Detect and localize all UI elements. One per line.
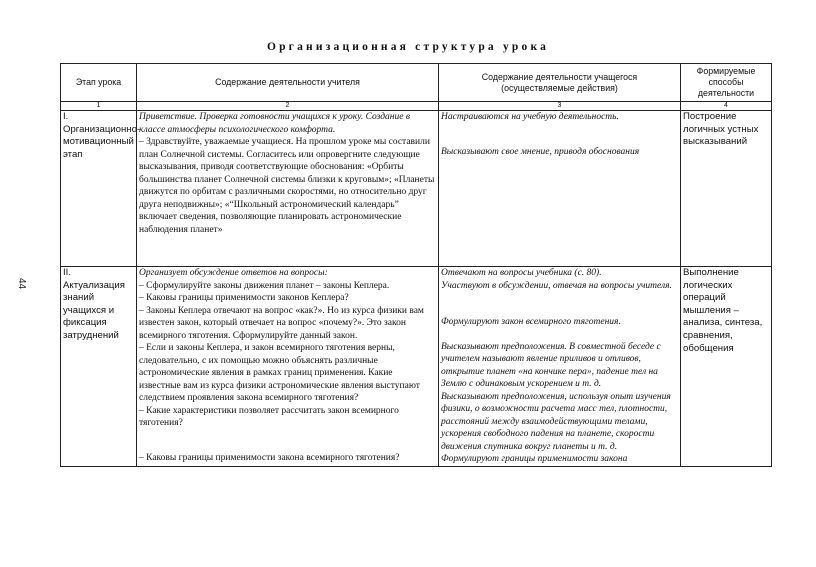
student-activity: Формулируют закон всемирного тяготения. xyxy=(441,317,621,327)
teacher-text: – Какие характеристики позволяет рассчитать закон всемирного тяготения? xyxy=(139,405,399,428)
teacher-text: – Если и законы Кеплера, и закон всемирного тяготения верны, следовательно, с их помощью можно объяснять различные астрономические явления в рамках границ применения. Какие известные вам из курса физики астрономические явления выступают следствием проявления закона всемирного тяготения? xyxy=(139,343,420,403)
student-activity: Формулируют границы применимости закона xyxy=(441,454,628,464)
teacher-text: – Каковы границы применимости закона всемирного тяготения? xyxy=(139,452,400,463)
stage-cell: I. Организационно-мотивационный этап xyxy=(61,111,137,267)
student-cell xyxy=(439,267,681,467)
ways-cell: Выполнение логических операций мышления – анализа, синтеза, сравнения, обобщения xyxy=(681,267,772,467)
student-activity: Высказывают свое мнение, приводя обоснования xyxy=(441,146,640,157)
page-number: 44 xyxy=(16,278,27,290)
teacher-text: – Здравствуйте, уважаемые учащиеся. На прошлом уроке мы составили план Солнечной системы. Согласитесь или опровергните следующие высказывания, приводя соответствующие обоснования: «Орбиты большинства планет Солнечной системы близки к круговым»; «Планеты движутся по орбитам с различными скоростями, но относительно друг друга неподвижны»; «“Школьный астрономический календарь” включает сведения, позволяющие планировать астрономические наблюдения планет» xyxy=(139,137,435,235)
teacher-intro: Организует обсуждение ответов на вопросы: xyxy=(139,268,328,278)
column-number: 4 xyxy=(681,102,772,111)
table-row xyxy=(61,111,772,267)
header-stage: Этап урока xyxy=(61,64,137,102)
table-row xyxy=(61,267,772,467)
teacher-text: – Законы Кеплера отвечают на вопрос «как?». Но из курса физики вам известен закон, который отвечает на вопрос «почему?». Это закон всемирного тяготения. Сформулируйте данный закон. xyxy=(139,305,424,341)
student-activity: Участвуют в обсуждении, отвечая на вопросы учителя. xyxy=(441,280,672,291)
student-activity: Отвечают на вопросы учебника (с. 80). xyxy=(441,268,602,278)
student-activity: Высказывают предположения, используя опыт изучения физики, о возможности расчета масс тел, плотности, расстояний между взаимодействующими телами, ускорения свободного падения на планете, скорости движения спутника вокруг планеты и т. д. xyxy=(441,391,671,452)
header-student-line1: Содержание деятельности учащегося xyxy=(481,71,638,82)
header-student xyxy=(439,64,681,102)
header-ways: Формируемые способы деятельности xyxy=(681,64,772,102)
ways-cell: Построение логичных устных высказываний xyxy=(681,111,772,267)
document-title: Организационная структура урока xyxy=(266,41,550,53)
header-teacher: Содержание деятельности учителя xyxy=(137,64,439,102)
column-number: 2 xyxy=(137,102,439,111)
teacher-intro: Приветствие. Проверка готовности учащихся к уроку. Создание в классе атмосферы психологического комфорта. xyxy=(139,112,410,135)
column-number: 3 xyxy=(439,102,681,111)
column-number-row xyxy=(61,102,772,111)
teacher-cell xyxy=(137,267,439,467)
lesson-structure-table xyxy=(60,63,772,467)
header-row xyxy=(61,64,772,102)
teacher-text: – Каковы границы применимости законов Кеплера? xyxy=(139,293,349,303)
teacher-cell xyxy=(137,111,439,267)
header-student-line2: (осуществляемые действия) xyxy=(501,82,618,93)
student-cell xyxy=(439,111,681,267)
stage-cell: II. Актуализация знаний учащихся и фиксация затруднений xyxy=(61,267,137,467)
column-number: 1 xyxy=(61,102,137,111)
teacher-text: – Сформулируйте законы движения планет – законы Кеплера. xyxy=(139,280,390,291)
student-activity: Настраиваются на учебную деятельность. xyxy=(441,112,619,122)
student-activity: Высказывают предположения. В совместной беседе с учителем называют явление приливов и отливов, открытие планет «на кончике пера», падение тел на Землю с одинаковым ускорением и т. д. xyxy=(441,341,661,389)
